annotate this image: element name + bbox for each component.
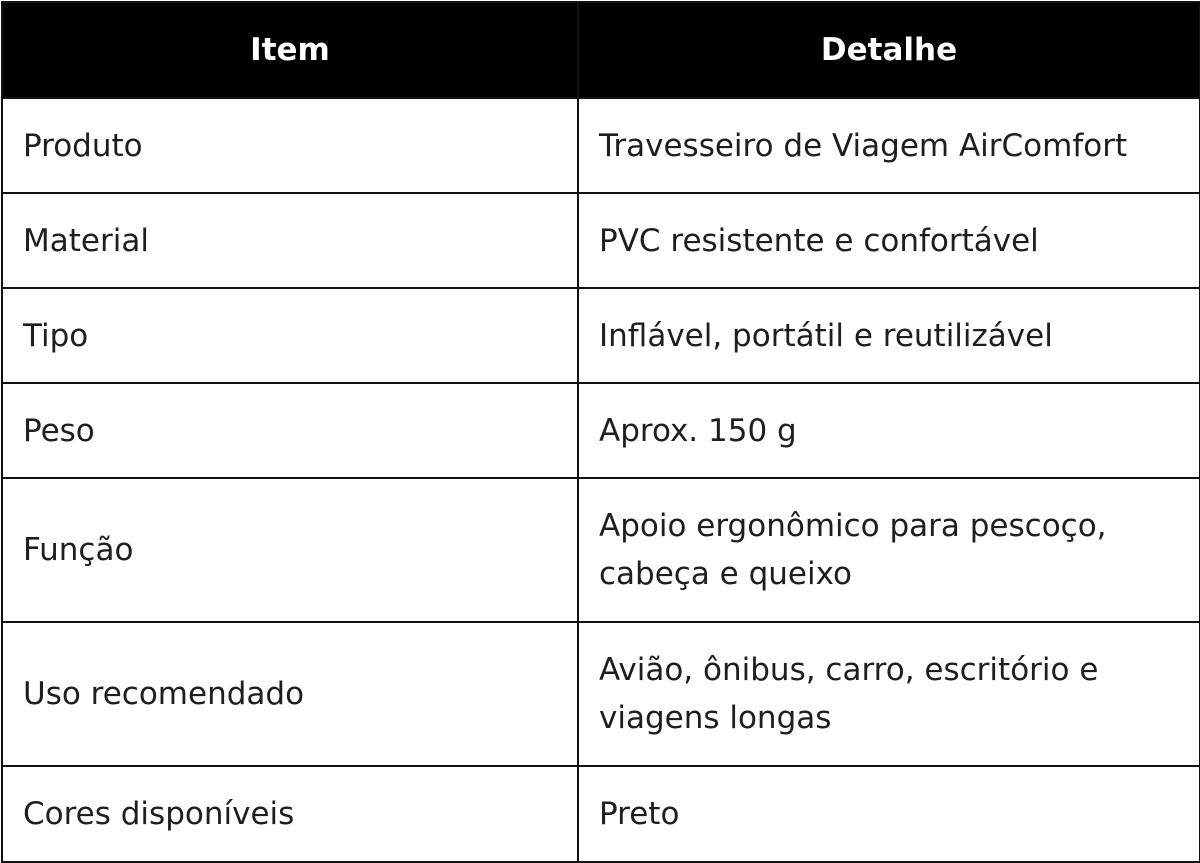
product-spec-table (1, 1, 1200, 863)
header-item: Item (2, 2, 578, 98)
table-row (2, 766, 1200, 862)
row-item-cell: Produto (2, 98, 578, 193)
table-row (2, 193, 1200, 288)
table-body (2, 98, 1200, 862)
row-item-cell: Tipo (2, 288, 578, 383)
row-detail-cell: Aprox. 150 g (578, 383, 1200, 478)
table-row (2, 288, 1200, 383)
row-detail-cell: Apoio ergonômico para pescoço, cabeça e queixo (578, 478, 1200, 622)
table-row (2, 98, 1200, 193)
row-detail-cell: PVC resistente e confortável (578, 193, 1200, 288)
row-detail-cell: Inflável, portátil e reutilizável (578, 288, 1200, 383)
row-item-cell: Cores disponíveis (2, 766, 578, 862)
row-detail-cell: Travesseiro de Viagem AirComfort (578, 98, 1200, 193)
table-row (2, 383, 1200, 478)
table-row (2, 478, 1200, 622)
row-detail-cell: Avião, ônibus, carro, escritório e viagens longas (578, 622, 1200, 766)
table-header (2, 2, 1200, 98)
row-item-cell: Peso (2, 383, 578, 478)
header-detail: Detalhe (578, 2, 1200, 98)
row-item-cell: Uso recomendado (2, 622, 578, 766)
row-detail-cell: Preto (578, 766, 1200, 862)
header-row (2, 2, 1200, 98)
row-item-cell: Função (2, 478, 578, 622)
row-item-cell: Material (2, 193, 578, 288)
table-row (2, 622, 1200, 766)
